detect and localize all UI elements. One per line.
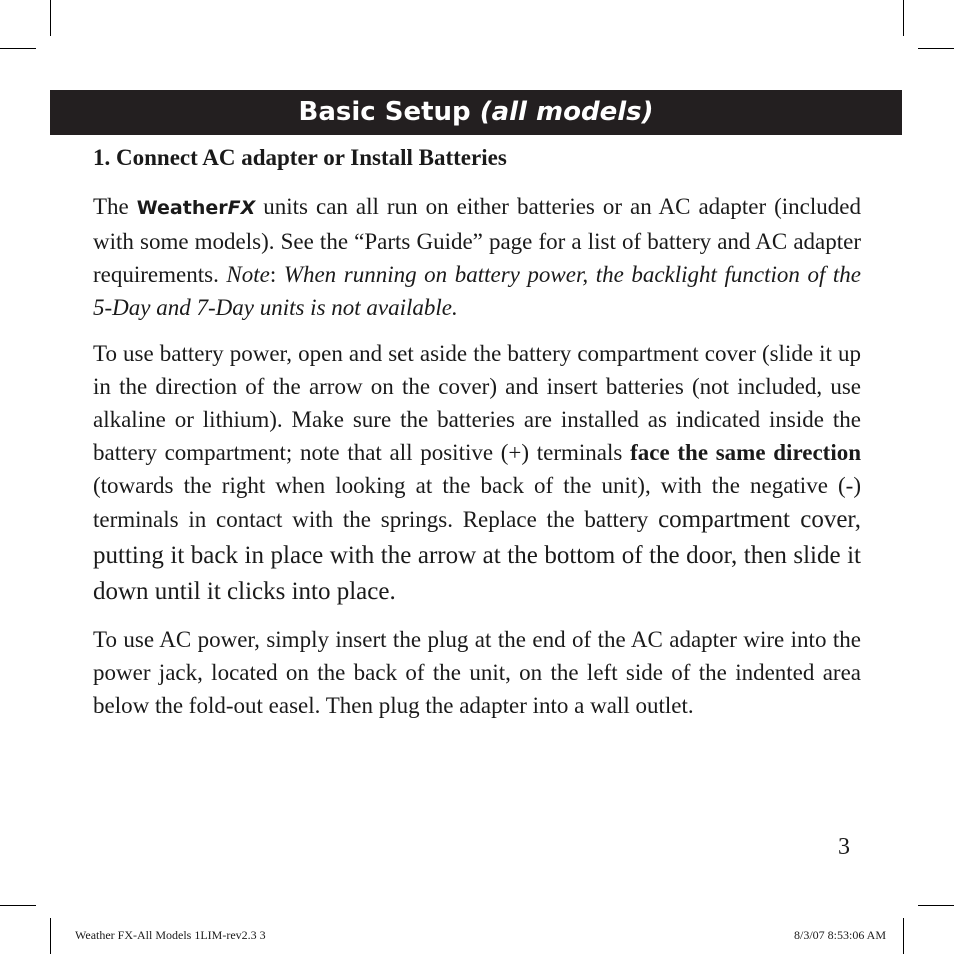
crop-mark-bottom-left-vertical <box>50 918 51 954</box>
footer-timestamp: 8/3/07 8:53:06 AM <box>793 928 886 942</box>
page-content <box>93 140 861 722</box>
page-number: 3 <box>838 834 850 860</box>
crop-mark-bottom-left-horizontal <box>0 905 36 906</box>
note-text: When running on battery power, the backlight function of the 5-Day and 7-Day units is not available. <box>93 262 861 320</box>
crop-mark-top-right-horizontal <box>918 48 954 49</box>
section-heading: 1. Connect AC adapter or Install Batteries <box>93 145 507 170</box>
crop-mark-top-right-vertical <box>903 0 904 36</box>
banner-title: Basic Setup <box>298 97 480 127</box>
paragraph-battery-instructions <box>93 337 861 610</box>
text-span: units can all run on either batteries or an AC adapter (included with some models). See the “Parts Guide” page for a list of battery and AC adapter requirements. <box>93 194 861 287</box>
text-span: The <box>93 194 137 219</box>
crop-mark-top-left-vertical <box>50 0 51 36</box>
section-banner <box>50 90 902 135</box>
text-span-large: compartment cover, putting it back in place with the arrow at the bottom of the door, then slide it down until it clicks into place. <box>93 506 861 605</box>
brand-name-weather: Weather <box>136 197 228 219</box>
footer-file-name: Weather FX-All Models 1LIM-rev2.3 3 <box>75 928 266 942</box>
text-span: : <box>269 262 284 287</box>
note-label: Note <box>226 262 270 287</box>
crop-mark-top-left-horizontal <box>0 48 36 49</box>
paragraph-ac-instructions: To use AC power, simply insert the plug at the end of the AC adapter wire into the power jack, located on the back of the unit, on the left side of the indented area below the fold-out easel. Then plug the adapter into a wall outlet. <box>93 627 861 718</box>
text-span: (towards the right when looking at the back of the unit), with the negative (-) terminals in contact with the springs. Replace the battery <box>93 473 861 532</box>
banner-title-italic: (all models) <box>479 97 654 127</box>
text-span: To use battery power, open and set aside the battery compartment cover (slide it up in the direction of the arrow on the cover) and insert batteries (not included, use alkaline or lithium). Make sure the batteries are installed as indicated inside the battery compartment; note that all positive (+) terminals <box>93 341 861 465</box>
crop-mark-bottom-right-horizontal <box>918 905 954 906</box>
paragraph-power-options <box>93 190 861 324</box>
emphasis-same-direction: face the same direction <box>630 440 861 465</box>
crop-mark-bottom-right-vertical <box>903 918 904 954</box>
brand-name-fx: FX <box>227 197 256 219</box>
